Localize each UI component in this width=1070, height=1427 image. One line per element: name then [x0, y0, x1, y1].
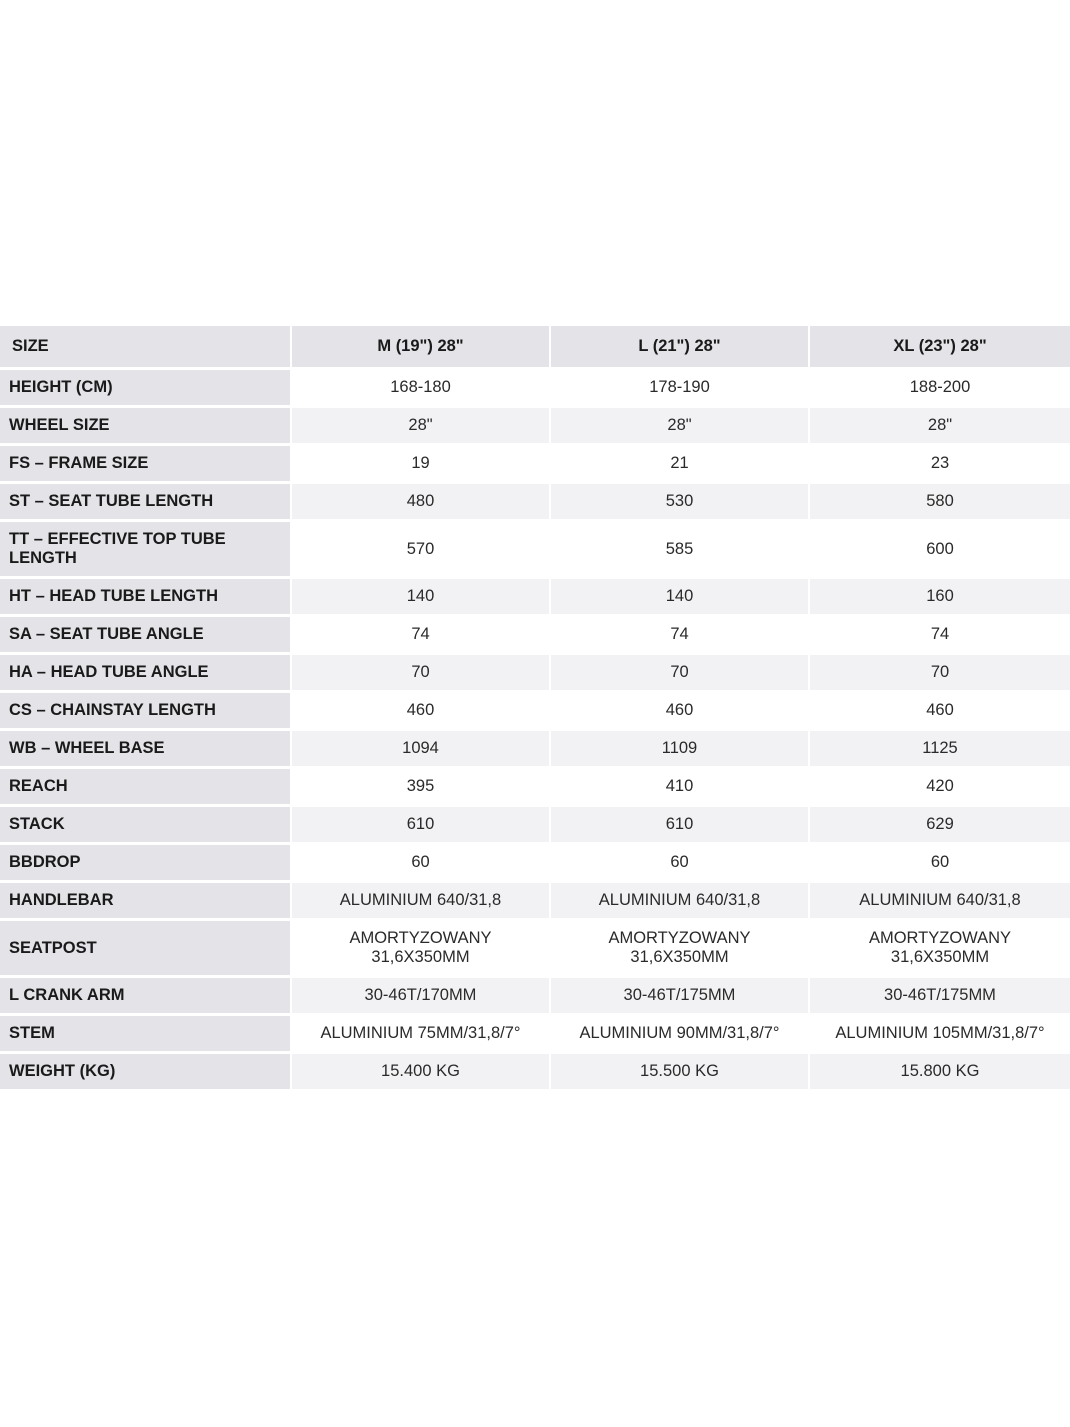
- row-label-handlebar: HANDLEBAR: [0, 883, 292, 921]
- table-row: [0, 579, 1070, 617]
- table-row: [0, 693, 1070, 731]
- table-cell: 60: [551, 845, 810, 883]
- table-cell: 570: [292, 522, 551, 579]
- row-label-head-tube-length: HT – HEAD TUBE LENGTH: [0, 579, 292, 617]
- table-cell: 585: [551, 522, 810, 579]
- table-cell: 15.400 KG: [292, 1054, 551, 1092]
- table-cell: 60: [810, 845, 1070, 883]
- table-cell: 460: [292, 693, 551, 731]
- table-cell: ALUMINIUM 640/31,8: [810, 883, 1070, 921]
- table-row: [0, 446, 1070, 484]
- row-label-chainstay-length: CS – CHAINSTAY LENGTH: [0, 693, 292, 731]
- table-cell: 15.500 KG: [551, 1054, 810, 1092]
- table-cell: 580: [810, 484, 1070, 522]
- table-cell: 629: [810, 807, 1070, 845]
- table-cell: 610: [292, 807, 551, 845]
- table-row: [0, 1016, 1070, 1054]
- table-body: [0, 370, 1070, 1092]
- header-size-label: SIZE: [0, 326, 292, 370]
- table-cell: 19: [292, 446, 551, 484]
- label-line: LENGTH: [9, 549, 77, 567]
- table-cell: ALUMINIUM 75MM/31,8/7°: [292, 1016, 551, 1054]
- table-cell: 28": [292, 408, 551, 446]
- table-row: [0, 655, 1070, 693]
- value-line: AMORTYZOWANY: [349, 929, 492, 947]
- table-cell: 70: [292, 655, 551, 693]
- header-size-xl: XL (23") 28": [810, 326, 1070, 370]
- table-cell: ALUMINIUM 640/31,8: [551, 883, 810, 921]
- row-label-weight: WEIGHT (KG): [0, 1054, 292, 1092]
- row-label-stem: STEM: [0, 1016, 292, 1054]
- table-cell: [810, 921, 1070, 978]
- table-row: [0, 617, 1070, 655]
- table-cell: 610: [551, 807, 810, 845]
- row-label-stack: STACK: [0, 807, 292, 845]
- table-row: [0, 807, 1070, 845]
- table-row: [0, 484, 1070, 522]
- table-cell: 74: [292, 617, 551, 655]
- table-row: [0, 921, 1070, 978]
- row-label-height: HEIGHT (CM): [0, 370, 292, 408]
- table-cell: [292, 921, 551, 978]
- table-cell: ALUMINIUM 105MM/31,8/7°: [810, 1016, 1070, 1054]
- label-line: TT – EFFECTIVE TOP TUBE: [9, 530, 226, 548]
- table-row: [0, 883, 1070, 921]
- table-cell: 74: [551, 617, 810, 655]
- table-cell: 23: [810, 446, 1070, 484]
- table-row: [0, 370, 1070, 408]
- table-cell: [551, 921, 810, 978]
- value-line: AMORTYZOWANY: [608, 929, 751, 947]
- table-cell: 530: [551, 484, 810, 522]
- table-cell: 140: [551, 579, 810, 617]
- table-row: [0, 978, 1070, 1016]
- table-cell: 140: [292, 579, 551, 617]
- table-row: [0, 1054, 1070, 1092]
- header-row: [0, 326, 1070, 370]
- geometry-table: [0, 326, 1070, 1092]
- table-cell: 1125: [810, 731, 1070, 769]
- header-size-l: L (21") 28": [551, 326, 810, 370]
- table-cell: 60: [292, 845, 551, 883]
- value-line: AMORTYZOWANY: [868, 929, 1012, 947]
- table-row: [0, 731, 1070, 769]
- table-cell: 30-46T/170MM: [292, 978, 551, 1016]
- header-size-m: M (19") 28": [292, 326, 551, 370]
- row-label-crank-arm: L CRANK ARM: [0, 978, 292, 1016]
- row-label-wheel-size: WHEEL SIZE: [0, 408, 292, 446]
- table-cell: 21: [551, 446, 810, 484]
- table-cell: 600: [810, 522, 1070, 579]
- table-cell: 410: [551, 769, 810, 807]
- row-label-seat-tube-angle: SA – SEAT TUBE ANGLE: [0, 617, 292, 655]
- row-label-frame-size: FS – FRAME SIZE: [0, 446, 292, 484]
- table-row: [0, 845, 1070, 883]
- table-cell: ALUMINIUM 640/31,8: [292, 883, 551, 921]
- value-line: 31,6X350MM: [371, 948, 470, 966]
- table-cell: 178-190: [551, 370, 810, 408]
- table-cell: 1094: [292, 731, 551, 769]
- table-cell: 28": [551, 408, 810, 446]
- table-cell: 188-200: [810, 370, 1070, 408]
- value-line: 31,6X350MM: [890, 948, 990, 966]
- row-label-top-tube-length: [0, 522, 292, 579]
- table-cell: 74: [810, 617, 1070, 655]
- table-cell: 480: [292, 484, 551, 522]
- row-label-seatpost: SEATPOST: [0, 921, 292, 978]
- table-cell: 460: [810, 693, 1070, 731]
- table-cell: 30-46T/175MM: [810, 978, 1070, 1016]
- table-cell: 70: [810, 655, 1070, 693]
- row-label-seat-tube-length: ST – SEAT TUBE LENGTH: [0, 484, 292, 522]
- table-cell: 168-180: [292, 370, 551, 408]
- table-cell: 1109: [551, 731, 810, 769]
- table-cell: 15.800 KG: [810, 1054, 1070, 1092]
- table-row: [0, 408, 1070, 446]
- table-cell: 160: [810, 579, 1070, 617]
- table-cell: 70: [551, 655, 810, 693]
- row-label-head-tube-angle: HA – HEAD TUBE ANGLE: [0, 655, 292, 693]
- table-cell: ALUMINIUM 90MM/31,8/7°: [551, 1016, 810, 1054]
- row-label-wheel-base: WB – WHEEL BASE: [0, 731, 292, 769]
- table-cell: 420: [810, 769, 1070, 807]
- table-header: [0, 326, 1070, 370]
- row-label-bbdrop: BBDROP: [0, 845, 292, 883]
- row-label-reach: REACH: [0, 769, 292, 807]
- value-line: 31,6X350MM: [630, 948, 729, 966]
- table-cell: 395: [292, 769, 551, 807]
- table-cell: 30-46T/175MM: [551, 978, 810, 1016]
- table-cell: 28": [810, 408, 1070, 446]
- table-cell: 460: [551, 693, 810, 731]
- table-row: [0, 769, 1070, 807]
- table-row: [0, 522, 1070, 579]
